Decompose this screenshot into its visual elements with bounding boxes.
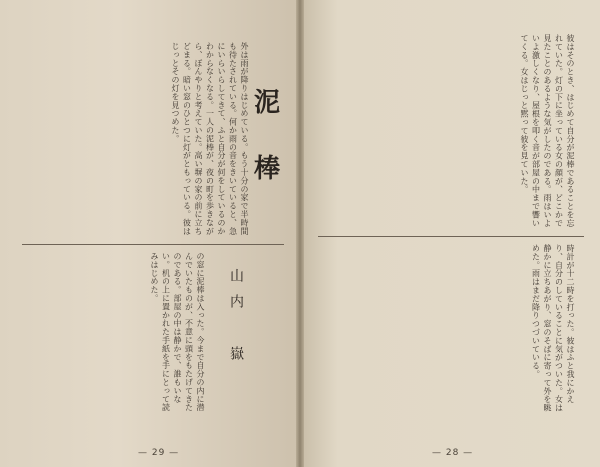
author-name: 山内 嶽 bbox=[228, 268, 244, 372]
left-page-number: — 29 — bbox=[138, 448, 180, 458]
left-lower-text: の窓に泥棒は入った。今まで自分の内に潜んでいたものが、不意に頭をもたげてきたのである。部屋の中は静かで、誰もいない。机の上に置かれた手紙を手にとって読みはじめた。 bbox=[150, 252, 205, 412]
left-section-rule bbox=[22, 244, 284, 245]
right-page bbox=[302, 0, 600, 467]
story-title-char-1: 泥 bbox=[254, 88, 281, 118]
left-page bbox=[0, 0, 298, 467]
left-upper-text: 外は雨が降りはじめている。もう十分の家で半時間も待たされている。何か雨の音をきいていると、急にいらいらしてきて、ふと自分が何をしているのかわからなくなる。一人の泥棒が、夜の町を歩きながら、ぼんやりと考えていた。高い塀の家の前に立ちどまる。暗い窓のひとつに灯がともっている。彼はじっとその灯を見つめた。 bbox=[171, 42, 249, 236]
right-lower-text: 時計が十二時を打った。彼はふと我にかえり、自分のしていることに気がついた。女は静かに立ちあがり、窓のそばに寄って外を眺めた。雨はまだ降りつづいている。 bbox=[531, 244, 575, 412]
story-title-char-2: 棒 bbox=[254, 154, 281, 184]
book-gutter bbox=[296, 0, 304, 467]
right-section-rule bbox=[318, 236, 584, 237]
right-upper-text: 彼はそのとき、はじめて自分が泥棒であることを忘れていた。灯の下に坐っている女の顔が、どこかで見たことのあるような気がしたのである。雨はいよいよ激しくなり、屋根を叩く音が部屋の中まで響いてくる。女はじっと黙って彼を見ていた。 bbox=[520, 34, 575, 228]
right-page-number: — 28 — bbox=[432, 448, 474, 458]
